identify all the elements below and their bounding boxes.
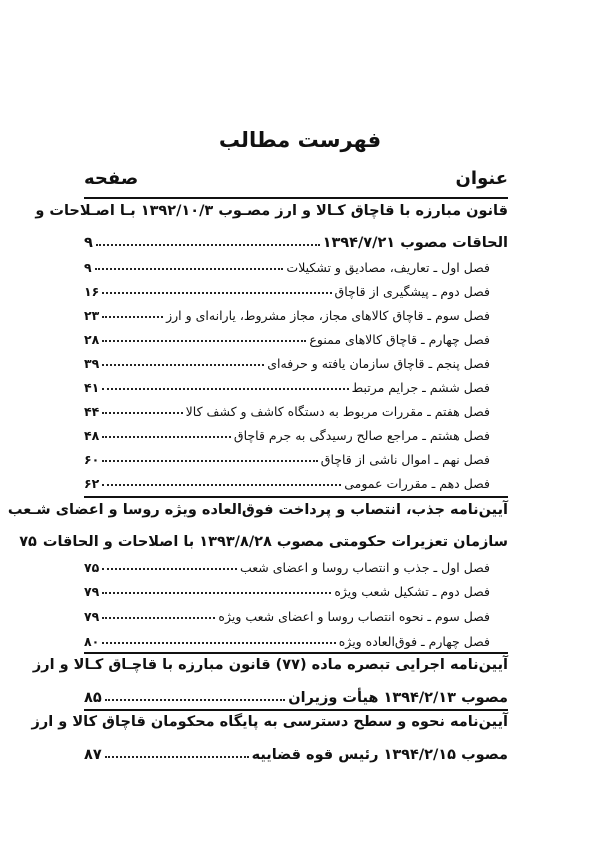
chapter-label: فصل سوم ـ قاچاق کالاهای مجاز، مجاز مشروط، یارانه‌ای و ارز <box>166 308 490 323</box>
toc-header <box>84 168 508 196</box>
toc-chapter-item[interactable] <box>84 251 508 275</box>
chapter-label: فصل سوم ـ نحوه انتصاب روسا و اعضای شعب ویژه <box>218 609 490 624</box>
section-divider <box>84 496 508 498</box>
toc-chapter-item[interactable] <box>84 323 508 347</box>
header-divider <box>84 197 508 199</box>
chapter-page: ۲۸ <box>84 332 100 347</box>
leader-dots <box>95 268 284 270</box>
leader-dots <box>96 244 320 246</box>
chapter-label: فصل هفتم ـ مقررات مربوط به دستگاه کاشف و کشف کالا <box>185 404 490 419</box>
chapter-page: ۲۳ <box>84 308 100 323</box>
leader-dots <box>102 592 331 594</box>
section-4-title-line1: آیین‌نامه نحوه و سطح دسترسی به پایگاه محکومان قاچاق کالا و ارز <box>31 714 508 730</box>
leader-dots <box>102 412 182 414</box>
leader-dots <box>102 388 348 390</box>
toc-chapter-item[interactable] <box>84 625 508 649</box>
section-2-entry[interactable] <box>19 526 508 550</box>
chapter-page: ۴۱ <box>84 380 100 395</box>
page-column-header: صفحه <box>84 168 139 189</box>
toc-chapter-item[interactable] <box>84 395 508 419</box>
chapter-label: فصل ششم ـ جرایم مرتبط <box>351 380 490 395</box>
chapter-label: فصل اول ـ تعاریف، مصادیق و تشکیلات <box>286 260 490 275</box>
toc-chapter-item[interactable] <box>84 371 508 395</box>
section-4-title-line2: مصوب ۱۳۹۴/۲/۱۵ رئیس قوه قضاییه <box>251 747 508 763</box>
chapter-label: فصل دهم ـ مقررات عمومی <box>344 476 490 491</box>
page-title: فهرست مطالب <box>218 128 382 152</box>
section-1-title-line2: الحاقات مصوب ۱۳۹۴/۷/۲۱ <box>322 235 508 251</box>
toc-chapter-item[interactable] <box>84 600 508 624</box>
section-3-title-line1: آیین‌نامه اجرایی تبصره ماده (۷۷) قانون مبارزه با قاچـاق کـالا و ارز <box>32 657 508 673</box>
leader-dots <box>102 460 318 462</box>
chapter-label: فصل چهارم ـ فوق‌العاده ویژه <box>338 634 490 649</box>
chapter-page: ۷۵ <box>84 560 100 575</box>
section-1-page: ۹ <box>84 235 93 251</box>
toc-chapter-item[interactable] <box>84 575 508 599</box>
leader-dots <box>102 436 231 438</box>
chapter-page: ۴۴ <box>84 404 100 419</box>
section-1-title-line1: قانون مبارزه با قاچاق کـالا و ارز مصـوب ۱۳۹۲/۱۰/۳ بـا اصـلاحات و <box>35 203 508 219</box>
section-3-entry[interactable] <box>84 682 508 706</box>
toc-chapter-item[interactable] <box>84 419 508 443</box>
chapter-page: ۶۲ <box>84 476 100 491</box>
chapter-page: ۴۸ <box>84 428 100 443</box>
leader-dots <box>102 316 163 318</box>
toc-chapter-item[interactable] <box>84 347 508 371</box>
chapter-label: فصل دوم ـ تشکیل شعب ویژه <box>334 584 490 599</box>
chapter-page: ۷۹ <box>84 609 100 624</box>
title-column-header: عنوان <box>455 168 508 189</box>
leader-dots <box>102 642 335 644</box>
section-divider <box>84 709 508 711</box>
leader-dots <box>102 364 264 366</box>
chapter-page: ۳۹ <box>84 356 100 371</box>
section-2-title-line2: سازمان تعزیرات حکومتی مصوب ۱۳۹۳/۸/۲۸ با اصلاحات و الحاقات <box>42 534 508 550</box>
chapter-label: فصل چهارم ـ قاچاق کالاهای ممنوع <box>309 332 490 347</box>
section-3-page: ۸۵ <box>84 690 102 706</box>
chapter-page: ۸۰ <box>84 634 100 649</box>
section-4-entry[interactable] <box>84 739 508 763</box>
leader-dots <box>102 340 306 342</box>
leader-dots <box>102 568 237 570</box>
section-4-page: ۸۷ <box>84 747 102 763</box>
leader-dots <box>102 484 341 486</box>
toc-chapter-item[interactable] <box>84 443 508 467</box>
leader-dots <box>102 617 215 619</box>
section-1-entry[interactable] <box>84 227 508 251</box>
toc-chapter-item[interactable] <box>84 467 508 491</box>
chapter-label: فصل اول ـ جذب و انتصاب روسا و اعضای شعب <box>239 560 490 575</box>
leader-dots <box>105 699 286 701</box>
leader-dots <box>105 756 249 758</box>
chapter-label: فصل دوم ـ پیشگیری از قاچاق <box>334 284 490 299</box>
leader-dots <box>102 292 331 294</box>
section-2-title-line1: آیین‌نامه جذب، انتصاب و پرداخت فوق‌العاده ویژه روسا و اعضای شـعب <box>7 502 508 518</box>
chapter-page: ۶۰ <box>84 452 100 467</box>
chapter-page: ۱۶ <box>84 284 100 299</box>
chapter-label: فصل پنجم ـ قاچاق سازمان یافته و حرفه‌ای <box>267 356 490 371</box>
toc-chapter-item[interactable] <box>84 299 508 323</box>
section-3-title-line2: مصوب ۱۳۹۴/۲/۱۳ هیأت وزیران <box>288 690 508 706</box>
chapter-label: فصل نهم ـ اموال ناشی از قاچاق <box>320 452 490 467</box>
toc-chapter-item[interactable] <box>84 275 508 299</box>
section-2-page: ۷۵ <box>19 534 37 550</box>
chapter-page: ۹ <box>84 260 92 275</box>
toc-chapter-item[interactable] <box>84 551 508 575</box>
chapter-label: فصل هشتم ـ مراجع صالح رسیدگی به جرم قاچاق <box>233 428 490 443</box>
section-divider <box>84 652 508 654</box>
chapter-page: ۷۹ <box>84 584 100 599</box>
